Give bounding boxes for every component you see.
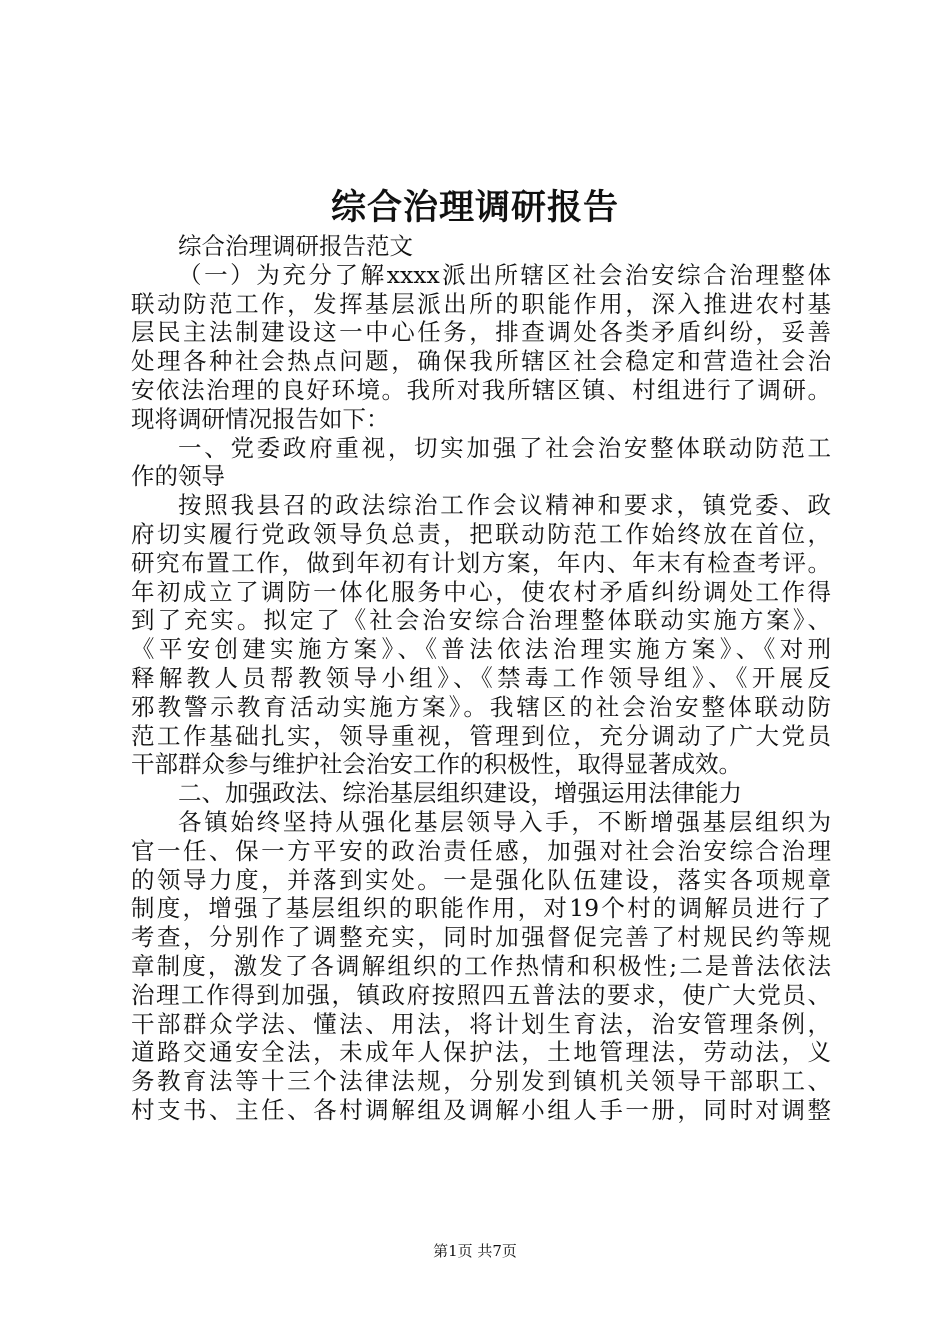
text-line: 作的领导 [131, 462, 225, 491]
text-line: 二、加强政法、综治基层组织建设，增强运用法律能力 [178, 779, 742, 808]
document-title: 综合治理调研报告 [330, 187, 619, 228]
text-line: 考查，分别作了调整充实，同时加强督促完善了村规民约等规 [131, 923, 831, 952]
text-line: 官一任、保一方平安的政治责任感，加强对社会治安综合治理 [131, 836, 831, 865]
text-line: 制度，增强了基层组织的职能作用，对19个村的调解员进行了 [131, 894, 831, 923]
text-line: 处理各种社会热点问题，确保我所辖区社会稳定和营造社会治 [131, 347, 831, 376]
text-line: 干部群众学法、懂法、用法，将计划生育法，治安管理条例， [131, 1009, 831, 1038]
text-line: 范工作基础扎实，领导重视，管理到位，充分调动了广大党员 [131, 721, 831, 750]
text-line: 安依法治理的良好环境。我所对我所辖区镇、村组进行了调研。 [131, 375, 831, 404]
text-line: 道路交通安全法，未成年人保护法，土地管理法，劳动法，义 [131, 1038, 831, 1067]
text-line: 干部群众参与维护社会治安工作的积极性，取得显著成效。 [131, 750, 742, 779]
page-footer: 第1页 共7页 [433, 1242, 517, 1260]
text-line: 研究布置工作，做到年初有计划方案，年内、年末有检查考评。 [131, 548, 831, 577]
text-line: 释解教人员帮教领导小组》、《禁毒工作领导组》、《开展反 [131, 663, 831, 692]
text-line: 现将调研情况报告如下： [131, 404, 390, 433]
text-line: （一）为充分了解xxxx派出所辖区社会治安综合治理整体 [178, 260, 831, 289]
text-line: 《平安创建实施方案》、《普法依法治理实施方案》、《对刑 [131, 635, 831, 664]
document-body [131, 232, 831, 1125]
text-line: 府切实履行党政领导负总责，把联动防范工作始终放在首位， [131, 519, 831, 548]
text-line: 年初成立了调防一体化服务中心，使农村矛盾纠纷调处工作得 [131, 577, 831, 606]
text-line: 村支书、主任、各村调解组及调解小组人手一册，同时对调整 [131, 1095, 831, 1124]
text-line: 综合治理调研报告范文 [178, 232, 413, 260]
text-line: 到了充实。拟定了《社会治安综合治理整体联动实施方案》、 [131, 606, 831, 635]
text-line: 一、党委政府重视，切实加强了社会治安整体联动防范工 [178, 433, 831, 462]
text-line: 各镇始终坚持从强化基层领导入手，不断增强基层组织为 [178, 807, 831, 836]
text-line: 邪教警示教育活动实施方案》。我辖区的社会治安整体联动防 [131, 692, 831, 721]
text-line: 务教育法等十三个法律法规，分别发到镇机关领导干部职工、 [131, 1067, 831, 1096]
text-line: 层民主法制建设这一中心任务，排查调处各类矛盾纠纷，妥善 [131, 318, 831, 347]
text-line: 联动防范工作，发挥基层派出所的职能作用，深入推进农村基 [131, 289, 831, 318]
text-line: 的领导力度，并落到实处。一是强化队伍建设，落实各项规章 [131, 865, 831, 894]
text-line: 章制度，激发了各调解组织的工作热情和积极性;二是普法依法 [131, 951, 831, 980]
text-line: 治理工作得到加强，镇政府按照四五普法的要求，使广大党员、 [131, 980, 831, 1009]
text-line: 按照我县召的政法综治工作会议精神和要求，镇党委、政 [178, 491, 831, 520]
